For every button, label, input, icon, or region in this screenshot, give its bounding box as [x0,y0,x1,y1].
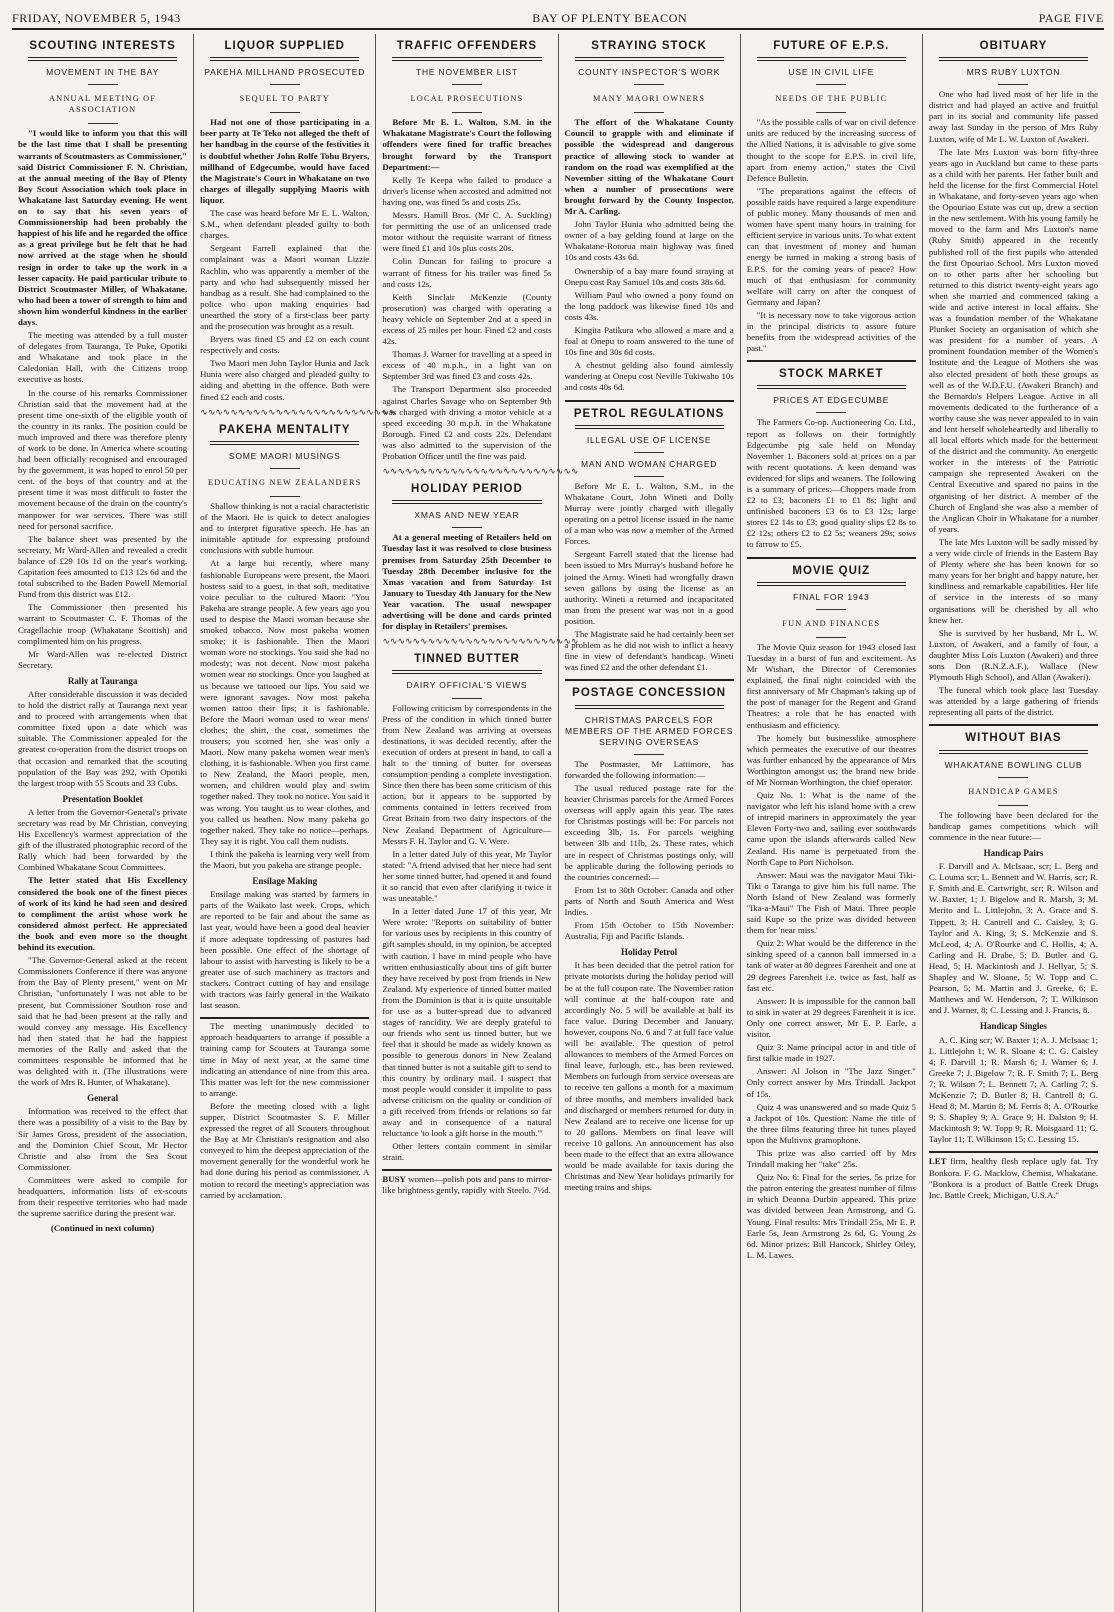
paragraph: From 1st to 30th October: Canada and other parts of North and South America and West Indies. [564,884,734,917]
subheading: NEEDS OF THE PUBLIC [775,94,888,104]
divider [452,698,482,699]
ad-lead-word: BUSY [382,1174,406,1185]
continued-note: (Continued in next column) [50,1223,155,1234]
paragraph: Ensilage making was started by farmers in parts of the Waikato last week. Crops, which are reported to be fair and about the same as last year, would have been a good deal heavier if more adequate topdressing of pastures had been possible. One effect of the shortage of labour to assist with harvesting is likely to be a greater use of such machinery as tractors and stackers. Contract cutting of hay and ensilage with tractors was fairly general in the Waikato last season. [200,889,370,1011]
divider [452,527,482,528]
paragraph: Colin Duncan for failing to procure a warrant of fitness for his trailer was fined 5s and costs 12s. [382,256,552,289]
divider [392,57,541,61]
headline: PETROL REGULATIONS [573,407,725,420]
paragraph: The letter stated that His Excellency considered the book one of the finest pieces of work of its kind he had seen and desired to compliment the artist whose work he considered almost perfect. He appreciated the book and even more so the thought behind its execution. [18,875,188,953]
subheading: MANY MAORI OWNERS [592,94,706,104]
issue-date: FRIDAY, NOVEMBER 5, 1943 [12,11,181,25]
paragraph: The balance sheet was presented by the secretary, Mr Ward-Allen and revealed a credit balance of £29 10s 1d on the year's working. Capitation fees amounted to £13 12s 6d and the total subscribed to the Baden Powell Memorial Fund from this district was £12. [18,533,188,600]
paragraph: Answer: Maui was the navigator Maui Tiki-Tiki o Taranga to give him his full name. The North Island of New Zealand was formerly "Ika-a-Maui" The Fish of Maui. Three people said Kupe so the prize was divided between them for 'near miss.' [746,869,916,936]
subheading: THE NOVEMBER LIST [415,67,518,78]
newspaper-title: BAY OF PLENTY BEACON [532,11,688,25]
divider [270,496,300,497]
headline: LIQUOR SUPPLIED [224,40,345,52]
headline: TRAFFIC OFFENDERS [396,40,538,52]
divider [816,412,846,413]
subheading: MRS RUBY LUXTON [966,67,1061,78]
paragraph: She is survived by her husband, Mr L. W. Luxton, of Awakeri, and a family of four, a daughter Miss Lois Luxton (Awakeri) and three sons Don (R.N.Z.A.F.), Wallace (New Plymouth High School), and Allan (Awakeri). [928,627,1099,683]
paragraph: "As the possible calls of war on civil defence units are reduced by the increasing success of the Allied Nations, it is advisable to give some thought to the scope for E.P.S. in civil life, apart from enemy action," states the Civil Defence Bulletin. [746,117,916,183]
headline: STOCK MARKET [779,368,884,381]
paragraph: Quiz No. 6: Final for the series. 5s prize for the patron entering the greatest number of films in which Deanna Durbin appeared. This prize was divided between Jean Armstrong, and G. Young. Final results: Mrs Trindall 25s, Mr E. P. Earle 5s, Jean Armstrong 2s 6d, G. Young 2s 6d. Minor prizes: Bill Hancock, Shirley Otley, L. M. Lawes. [746,1172,916,1260]
headline: SCOUTING INTERESTS [29,40,176,52]
ad-lead-word: LET [928,1156,947,1167]
divider [210,57,359,61]
paragraph: John Taylor Hunia who admitted being the owner of a bay gelding found at large on the Whakatane-Rotorua main highway was fined 10s and costs 43s 6d. [564,219,734,263]
divider [998,805,1028,806]
paragraph: Following criticism by correspondents in the Press of the condition in which tinned butter from New Zealand was arriving at overseas destinations, it was decided recently, after the execution of orders at present in hand, to call a halt to the tinning of butter for overseas consumption pending a complete investigation. Since then there has been some criticism of this action, but it appears to be supported by comments contained in letters received from Great Britain from two dairy inspectors of the New Zealand Department of Agriculture—Messrs F. H. Taylor and G. V. Were. [382,702,552,846]
paragraph: It has been decided that the petrol ration for private motorists during the holiday period will be at the full coupon rate. The November ration will continue at the half-coupon rate and accordingly No. 5 will be available at half its face value. During December and January, however, coupons No. 6 and 7 at full face value will be available. The question of petrol allowances to members of the Armed Forces on final leave, furlough, etc., has been reviewed. Members on furlough from service overseas are to receive ten gallons a month for a maximum of three months, and members invalided back and discharged or members returned for duty in New Zealand are to receive one license for up to 20 gallons. Members on final leave will receive 10 gallons. An announcement has also been made to the effect that an extra allowance would be made available for taxis during the Christmas and New Year holidays primarily for meeting trains and ships. [564,960,734,1193]
paragraph: F. Darvill and A. McIsaac, scr; L. Berg and C. Louma scr; L. Bennett and W. Harris, scr; R. F. Smith and E. Cartwright, scr; R. Wilson and W. Baxter, 1; J. Bigelow and R. Marsh, 3; M. Merito and L. Littlejohn, 3; A. Grace and S. Tippett, 3; H. Cantrell and C. Caisley, 3; G. Taylor and A. King, 3; S. McKenzie and S. McLeod, 4; A. O'Rourke and C. Hollis, 4; A. Carling and H. Drabe, 5; D. Butler and G. Head, 5; H. Mackintosh and J. Hellyar, 5; S. Shapley and W. Sloane, 5; W. Topp and C. Pearson, 5; M. Martin and J. Greeke, 6; E. Matthews and W. Henderson, 7; T. Wilkinson and J. Warner, 8; C. Lessing and J. Francis, 8. [928,861,1099,1016]
paragraph: The usual reduced postage rate for the heavier Christmas parcels for the Armed Forces overseas will apply again this year. The rates for Christmas postings will be: For parcels not exceeding 3lb, 1s. For parcels weighing between 3lb and 11lb, 2s. These rates, which are in respect of Christmas postings only, will be applicable during the following periods to the countries concerned:— [564,782,734,882]
paragraph: This prize was also carried off by Mrs Trindall making her "take" 25s. [746,1147,916,1170]
subheading: SOME MAORI MUSINGS [228,450,341,461]
paragraph: Quiz 4 was unanswered and so made Quiz 5 a Jackpot of 10s. Question: Name the title of the three films featuring three hit tunes played upon the Multivox gramophone. [746,1101,916,1145]
paragraph: At a large hui recently, where many fashionable Europeans were present, the Maori hostess said to a guest, in that soft, meditative voice peculiar to the cultured Maori: "You Pakeha are strange people. A few years ago you used to despise the Maori woman because she smoked tobacco. Now most pakeha women smoke; it is fashionable. Then the Maori woman wore no stockings. You said she had no modesty; was not decent. Now most pakeha women wear no stockings. Once you laughed at us because we tattooed our lips. You said we were ignorant savages. Now most pakeha women tattoo their lips; it is fashionable. Before the Maori woman used to wear mens' clothes; the shirt, the coat, sometimes the trousers; you scorned her, she was only a Maori. Now many pakeha women wear men's clothing, it is fashionable. When you first came to New Zealand, the Maori people, men, women, and children would play and swim together naked. They took no notice. You said it was wrong. You taught us to wear clothes, and you called us heathen. Now many pakeha go together naked. They take no notice—perhaps. They say it is right. You call them nudists. [200,558,370,846]
headline: OBITUARY [979,40,1048,52]
paragraph: Ownership of a bay mare found straying at Onepu cost Ray Samuel 10s and costs 38s 6d. [564,265,734,287]
paragraph: Had not one of those participating in a beer party at Te Teko not alleged the theft of her handbag in the course of the festivities it is doubtful whether John Rolfe Tohu Bryers, millhand of Edgecumbe, would have faced the Magistrate's Court in Whakatane on two charges of illegally supplying Maoris with liquor. [200,117,370,205]
paragraph: "I would like to inform you that this will be the last time that I shall be presenting warrants of Scoutmasters as Commissioner," said District Commissioner F. N. Christian, at the annual meeting of the Bay of Plenty Boy Scout Association which took place in Whakatane last Saturday evening. He went on to say that his seven years of Commissionership had been probably the happiest of his life and he regarded the office as a great privilege but he felt that he had now arrived at the stage when he should resign in order to take up the work in a lesser capacity. He paid particular tribute to District Scoutmaster Miller, of Whakatane, who had been a tower of strength to him and shown him wonderful kindness in the earlier days. [18,128,188,327]
advertisement-steelo [382,1169,551,1196]
section-heading: Presentation Booklet [62,793,143,804]
divider [392,670,541,674]
advertisement-bonkora [929,1151,1098,1200]
paragraph: Before Mr E. L. Walton, S.M. in the Whakatane Magistrate's Court the following offenders were fined for traffic breaches brought forward by the Transport Department:— [382,117,552,172]
paragraph: The Commissioner then presented his warrant to Scoutmaster C. F. Thomas of the Cragellachie troop (Whakatane Scottish) and complimented him on his progress. [18,602,188,646]
subheading: XMAS AND NEW YEAR [414,510,520,521]
divider [939,57,1088,61]
paragraph: A letter from the Governor-General's private secretary was read by Mr Christian, conveying His Excellency's warmest appreciation of the gift of the illustrated photographic record of the Rally which had been forwarded by the Combined Whakatane Scout Committees. [18,806,188,873]
article-header-obituary [929,37,1098,61]
paragraph: In a letter dated June 17 of this year, Mr Were wrote: "Reports on suitability of butter for various uses by recipients in this country of gift samples should, in my opinion, be accepted with caution. I have in mind people who have written enthusiastically about tins of gift butter they have received by post from friends in New Zealand. My experience of tinned butter mailed from the Dominion is that it is quite unsuitable for use as a butter-spread due to advanced stages of rancidity. We are deeply grateful to our friends who sent us tinned butter, but we feel that it should be made as widely known as possible to generous donors in New Zealand that tinned butter is not a suitable gift to send to this country by ordinary mail. I suspect that most people would consider it impolite to pass adverse criticism on the quality or condition of a gift received from friends or relations so far away and in consequence of a natural reluctance 'to look a gift horse in the mouth.'" [382,906,552,1139]
divider [452,112,482,113]
paragraph: The Movie Quiz season for 1943 closed last Tuesday in a burst of fun and excitement. As Mr Wishart, the Director of Ceremonies explained, the final night coincided with the first anniversary of Mr Chapman's taking up of the post of manager for the Regent and Grand Theatres: a role that he has enacted with enthusiasm and efficiency. [746,641,916,730]
subheading: USE IN CIVIL LIFE [788,67,875,78]
article-header-stock [565,37,734,61]
section-heading: Rally at Tauranga [67,675,138,686]
paragraph: Answer: It is impossible for the cannon ball to sink in water at 29 degrees Farenheit it is ice. Only one correct answer, Mr E. P. Earle, a visitor. [746,995,916,1040]
divider [392,500,541,504]
paragraph: From 15th October to 15th November: Australia, Fiji and Pacific Islands. [564,920,734,942]
headline: MOVIE QUIZ [792,564,871,577]
subheading: PRICES AT EDGECUMBE [773,395,890,406]
subheading: LOCAL PROSECUTIONS [410,94,524,104]
headline: WITHOUT BIAS [965,732,1062,745]
paragraph: Kingita Patikura who allowed a mare and a foal at Onepu to roam answered to the tune of 10s fine and 30s 6d costs. [564,324,734,358]
paragraph: Bryers was fined £5 and £2 on each count respectively and costs. [200,334,370,356]
headline: FUTURE OF E.P.S. [773,40,890,52]
divider [816,84,846,85]
paragraph: After considerable discussion it was decided to hold the district rally at Tauranga next year and to proceed with arrangements when that committee fixed upon a date which was suitable. The Commissioner appealed for the greatest co-operation from the district troops on that occasion and remarked that the scouting population of the Bay was 292, with Opotiki the largest troop with 55 Scouts and 33 Cubs. [18,688,188,788]
paragraph: "The preparations against the effects of possible raids have required a large expenditure of public money. Many thousands of men and women have spent many hours in training for efficient service in various units. To what extent can that investment of money and human energy be turned in making a strong basis of E.P.S. for the coming years of peace? How much of that enthusiasm for community welfare will carry on after the conquest of Germany and Japan? [746,185,916,307]
headline: HOLIDAY PERIOD [411,483,523,496]
divider [747,557,916,559]
paragraph: "It is necessary now to take vigorous action in the principal districts to assure future benefits from the widespread activities of the past." [746,309,916,354]
ornamental-divider: ∿∿∿∿∿∿∿∿∿∿∿∿∿∿∿∿∿∿∿∿∿∿∿∿∿∿ [382,636,579,647]
subheading: WHAKATANE BOWLING CLUB [944,759,1083,770]
paragraph: In the course of his remarks Commissioner Christian said that the movement had at the present time one-sixth of the eligible youth of the country in its ranks. The position could be much improved and there was therefore plenty of work to be done. In America where scouting had been officially recognised and encouraged by the government, it was hoped to enrol 50 per cent. of the boys of that country and at the present time it was most difficult to foster the movement because of the drain on the country's manpower for war services. There was still need for personal sacrifice. [18,387,188,531]
headline: STRAYING STOCK [591,40,707,52]
divider [816,637,846,638]
paragraph: The meeting was attended by a full muster of delegates from Tauranga, Te Puke, Opotiki and Whakatane and took place in the Caledonian Hall, with the Citizens troop executive as hosts. [18,330,188,385]
paragraph: The Postmaster, Mr Lattimore, has forwarded the following information:— [564,758,734,780]
divider [270,112,300,113]
paragraph: Committees were asked to compile for headquarters, information lists of ex-scouts from their respective territories who had made the supreme sacrifice during the present war. [18,1174,188,1219]
subheading: MAN AND WOMAN CHARGED [580,458,718,469]
masthead [12,6,1104,30]
divider [998,84,1028,85]
article-header-without-bias [929,729,1098,753]
article-header-holiday [382,480,551,504]
paragraph: The Magistrate said he had certainly been set a problem as he did not wish to inflict a heavy fine in view of defendant's handicap. Wineti was fined £2 and the other defendant £1. [564,629,734,673]
subheading: FUN AND FINANCES [782,618,881,628]
headline: TINNED BUTTER [414,653,520,666]
divider [200,1017,369,1019]
paragraph: At a general meeting of Retailers held on Tuesday last it was resolved to close business premises from Saturday 25th December to Tuesday 28th December inclusive for the Xmas vacation and from Saturday 1st January to Tuesday 4th January for the New Year vacation. The usual newspaper advertising will be done and cards printed for display in Retailers' premises. [382,532,552,632]
article-header-traffic [382,37,551,61]
paragraph: The homely but businesslike atmosphere which permeates the executive of our theatres was further enhanced by the appearance of Mrs Worthington amongst us; the brand new bride of Mr Norman Worthington, the chief operator. [746,732,916,787]
divider [575,705,724,709]
paragraph: The effort of the Whakatane County Council to grapple with and eliminate if possible the widespread and dangerous practice of allowing stock to wander at random on the road was exemplified at the November sitting of the Whakatane Court when a number of prosecutions were brought forward by the County Inspector, Mr A. Carling. [564,117,734,217]
ornamental-divider: ∿∿∿∿∿∿∿∿∿∿∿∿∿∿∿∿∿∿∿∿∿∿∿∿∿∿ [382,466,579,477]
subheading: EDUCATING NEW ZEALANDERS [207,477,362,487]
paragraph: The Farmers Co-op. Auctioneering Co. Ltd., report as follows on their fortnightly Edgecumbe pig sale held on Monday November 1. Baconers sold at prices on a par with recent quotations. A keen demand was evidenced for slips and weaners. The following is a summary of prices:—Choppers made from £2 to £3; baconers £1 to £1 8s; light and unfinished baconers £3 6s to £3 12s; large stores £2 14s to £3; good quality slips £2 8s to £2 12s; others £2 to £2 5s; weaners 29s; sows to farrow to £5. [746,417,916,550]
page-number: PAGE FIVE [1038,11,1104,25]
paragraph: Shallow thinking is not a racial characteristic of the Maori. He is quick to detect analogies and to interpret figurative speech. He has an inimitable aptitude for expressing profound conclusions with subtle humour. [200,501,370,556]
paragraph: Answer: Al Jolson in "The Jazz Singer." Only correct answer by Mrs Trindall. Jackpot of 15s. [746,1066,916,1099]
divider [929,724,1098,726]
paragraph: Sergeant Farrell explained that the complainant was a Maori woman Lizzie Rachlin, who was apparently a member of the party and who had subsequently missed her handbag as a result. She had complained to the police who upon making enquiries had unearthed the story of a first-class beer party and the prosecution was brought as a result. [200,243,370,331]
paragraph: Mr Ward-Allen was re-elected District Secretary. [18,648,188,670]
subheading: ILLEGAL USE OF LICENSE [586,434,712,445]
paragraph: Quiz No. 1: What is the name of the navigator who left his island home with a crew of intrepid mariners in approximately the year Eleven Forty-two and, sailing ever southwards came upon the islands afterwards called New Zealand. His name is perpetuated from the North Cape to Port Nicholson. [746,790,916,867]
paragraph: A chestnut gelding also found aimlessly wandering at Onepu cost Neville Tukiwaho 10s and costs 40s 6d. [564,360,734,393]
divider [634,476,664,477]
paragraph: Other letters contain comment in similar strain. [382,1141,552,1163]
paragraph: The meeting unanimously decided to approach headquarters to arrange if possible a training camp for Scouters at Tauranga some time in May of next year, at the same time indicating an attendance of nine from this area. This matter was left for the new commissioner to arrange. [200,1021,370,1098]
ad-text: women—polish pots and pans to mirror-like brightness gently, rapidly with Steelo. 7½d. [382,1174,552,1196]
article-header-liquor [200,37,369,61]
divider [757,57,906,61]
article-header-scouting [18,37,187,61]
column-3 [376,34,579,1612]
divider [452,84,482,85]
divider [757,582,906,586]
paragraph: In a letter dated July of this year, Mr Taylor stated: "A friend advised that her niece had sent her some tinned butter, had opened it and found it so rancid that even after clarifying it twice it was uneatable." [382,848,552,904]
paragraph: Information was received to the effect that there was a possibility of a visit to the Bay by Sir James Gross, president of the association, and the Dominion Chief Scout, Mr Hector Christie and also from the Sea Scout Commissioner. [18,1106,188,1172]
ornamental-divider: ∿∿∿∿∿∿∿∿∿∿∿∿∿∿∿∿∿∿∿∿∿∿∿∿∿∿ [200,406,397,417]
divider [634,84,664,85]
divider [88,84,118,85]
paragraph: The case was heard before Mr E. L. Walton, S.M., when defendant pleaded guilty to both charges. [200,208,370,241]
paragraph: The late Mrs Luxton was born fifty-three years ago in Auckland but came to these parts as a child with her parents. Her father built and held the license for the first Commercial Hotel in Whakatane, and forty-seven years ago when the Opouriao Estate was cut up, drew a section in the new settlement. With his young family he moved to the farm and Mrs Luxton's name (Ruby Smith) appeared in the recently published roll of the first pupils who attended the first Opouriao School. Mrs Luxton moved on to other parts after her schooling but returned to this district twenty-eight years ago when she married and commenced taking a wide and active interest in local affairs. She was a foundation member of the Whakatane Plunket Society an organisation of which she was president for a number of years. A prominent foundation member of the Women's Institute and the League of Mothers she was also elected president of both these groups as well as of the W.D.F.U. (Awakeri Branch) and the Bernardo's Helpers League. Active in all movements dedicated to the furtherance of a worthy cause she was never appealed to in vain and lent herself wholeheartedly and liberally to all local efforts which made for the betterment of the district and the community. An energetic worker in the interests of the Patriotic campaign she represented Awakeri on the Central Executive and spared no pains in the organising of her district. A member of the Church of England she was also a member of the Anglican Choir in Whakatane for a number of years. [928,146,1099,534]
paragraph: The following have been declared for the handicap games competitions which will commence in the near future:— [928,809,1099,842]
subheading: COUNTY INSPECTOR'S WORK [578,67,721,78]
subheading: DAIRY OFFICIAL'S VIEWS [406,680,528,691]
column-4 [559,34,741,1612]
article-header-petrol [565,405,734,429]
paragraph: Kelly Te Keepa who failed to produce a driver's license when accosted and admitted not having one, was fined 5s and costs 25s. [382,174,552,207]
subheading: PAKEHA MILLHAND PROSECUTED [204,67,366,78]
column-5 [741,34,923,1612]
paragraph: Thomas J. Warner for travelling at a speed in excess of 40 m.p.h., in a light van on September 3rd was fined £3 and costs 42s. [382,349,552,382]
section-heading: Handicap Pairs [983,848,1044,858]
subheading: HANDICAP GAMES [968,786,1059,796]
subheading: CHRISTMAS PARCELS FOR MEMBERS OF THE ARMED FORCES SERVING OVERSEAS [564,714,734,747]
paragraph: Quiz 2: What would be the difference in the sinking speed of a cannon ball immersed in a tank of water at 80 degrees Farenheit and one at 29 degrees Farenheit i.e. twice as fast, half as fast etc. [746,938,916,993]
ad-text: firm, healthy flesh replace ugly fat. Try Bonkora. F. G. Macklow, Chemist, Whakatane. "Bonkora is a product of Battle Creek Drugs Inc. Battle Creek, Michigan, U.S.A." [928,1156,1099,1200]
subheading: ANNUAL MEETING OF ASSOCIATION [48,94,157,115]
section-heading: Handicap Singles [980,1021,1047,1032]
subheading: SEQUEL TO PARTY [239,94,330,104]
article-header-pakeha [200,421,369,445]
paragraph: Keith Sinclair McKenzie (County prosecution) was charged with operating a heavy vehicle on September 2nd at a speed in excess of 25 miles per hour. Fined £2 and costs 42s. [382,291,552,347]
paragraph: Before Mr E. L. Walton, S.M., in the Whakatane Court, John Wineti and Dolly Murray were jointly charged with illegally operating on a petrol license issued in the name of a man who was now a member of the Armed Forces. [564,480,734,547]
divider [634,452,664,453]
divider [816,112,846,113]
paragraph: The Transport Department also proceeded against Charles Savage who on September 9th was charged with driving a motor vehicle at a speed exceeding 30 m.p.h. in the Whakatane Borough. Fined £2 and costs 22s. Defendant was also admitted to the supervision of the Probation Officer until the fine was paid. [382,384,552,461]
paragraph: The funeral which took place last Tuesday was attended by a large gathering of friends representing all parts of the district. [928,685,1099,718]
section-heading: General [87,1093,119,1104]
paragraph: Quiz 3: Name principal actor in and title of first talkie made in 1927. [746,1042,916,1064]
paragraph: Two Maori men John Taylor Hunia and Jack Hunia were also charged and pleaded guilty to aiding and abetting in the offence. Both were fined £2 each and costs. [200,358,370,402]
paragraph: "The Governor-General asked at the recent Commissioners Conference if there was anyone from the Bay of Plenty present," went on Mr Christian, "unfortunately I was not able to be present, but Commissioner Southon rose and said that he had been present at the rally and would convey any message. His Excellency had then stated that he had the happiest memories of the Rally and asked that the committees responsible be informed that he was delighted with it. (The illustrations were the work of Mrs R. Hunter, of Whakatane). [18,955,188,1088]
headline: PAKEHA MENTALITY [219,423,351,436]
divider [575,425,724,429]
section-heading: Ensilage Making [252,876,318,887]
divider [565,400,734,402]
columns [12,34,1104,1612]
divider [575,57,724,61]
article-header-movie-quiz [747,562,916,586]
paragraph: I think the pakeha is learning very well from the Maori, but you pakeha are strange people. [200,848,370,870]
article-header-postage [565,684,734,708]
paragraph: The late Mrs Luxton will be sadly missed by a very wide circle of friends in the Eastern Bay of Plenty where she has been known for so many years for her bright and happy nature, her kindliness and remarkable capabilities. Her life of service in the interests of so many organisations will be cherished by all who knew her. [928,536,1099,625]
divider [270,84,300,85]
article-header-eps [747,37,916,61]
paragraph: Sergeant Farrell stated that the license had been issued to Mrs Murray's husband before he joined the Army. Wineti had wrongfully drawn seven gallons by using the license as an authority. Wineti a returned and incapacitated man from the present war was not in a good position. [564,549,734,626]
headline: POSTAGE CONCESSION [572,687,727,700]
divider [939,750,1088,754]
column-6 [923,34,1104,1612]
divider [565,679,734,681]
paragraph: A. C. King scr; W. Baxter 1; A. J. McIsaac 1; L. Littlejohn 1; W. R. Sloane 4; C. G. Caisley 4; F. Darvill 1; R. Marsh 6; J. Warner 6; J. Greeke 7; J. Bigelow 7; R. F. Smith 7; L. Berg 7; R. Wilson 7; L. Bennett 7; A. Carling 7; S. McKenzie 7; D. Butler 8; H. Cantrell 8; G. Head 8; M. Martin 8; M. Ferris 8; A. O'Rourke 9; S. Shapley 9; A. Grace 9; H. Dalston 9; H. Mackintosh 9; W. Topp 9; R. Moisgaard 11; G. Taylor 11; T. Wilkinson 15; C. Lessing 15. [928,1034,1099,1145]
divider [270,468,300,469]
divider [747,360,916,362]
divider [757,385,906,389]
divider [634,754,664,755]
subheading: FINAL FOR 1943 [792,591,870,602]
paragraph: One who had lived most of her life in the district and had played an active and fruitful part in its social and community life passed away last Sunday in the person of Mrs Ruby Luxton, wife of Mr L. W. Luxton of Awakeri. [928,89,1099,144]
article-header-stock-market [747,365,916,389]
paragraph: Messrs. Hamill Bros. (Mr C. A. Suckling) for permitting the use of an unlicensed trade motor without the requisite warrant of fitness were fined £1 and 10s plus costs 20s. [382,210,552,254]
divider [634,112,664,113]
section-heading: Holiday Petrol [621,947,678,958]
divider [816,609,846,610]
column-1 [12,34,194,1612]
divider [998,777,1028,778]
divider [28,57,177,61]
subheading: MOVEMENT IN THE BAY [46,67,160,78]
paragraph: Before the meeting closed with a light supper, District Scoutmaster S. F. Miller expressed the regret of all Scouters throughout the Bay at Mr Christian's resignation and also conveyed to him the deepest appreciation of the movement generally for the wonderful work he had done during his period as commissioner. A motion to record the meeting's appreciation was carried by acclamation. [200,1100,370,1200]
article-header-butter [382,650,551,674]
divider [210,441,359,445]
paragraph: William Paul who owned a pony found on the long paddock was likewise fined 10s and costs 43s. [564,289,734,322]
divider [88,123,118,124]
